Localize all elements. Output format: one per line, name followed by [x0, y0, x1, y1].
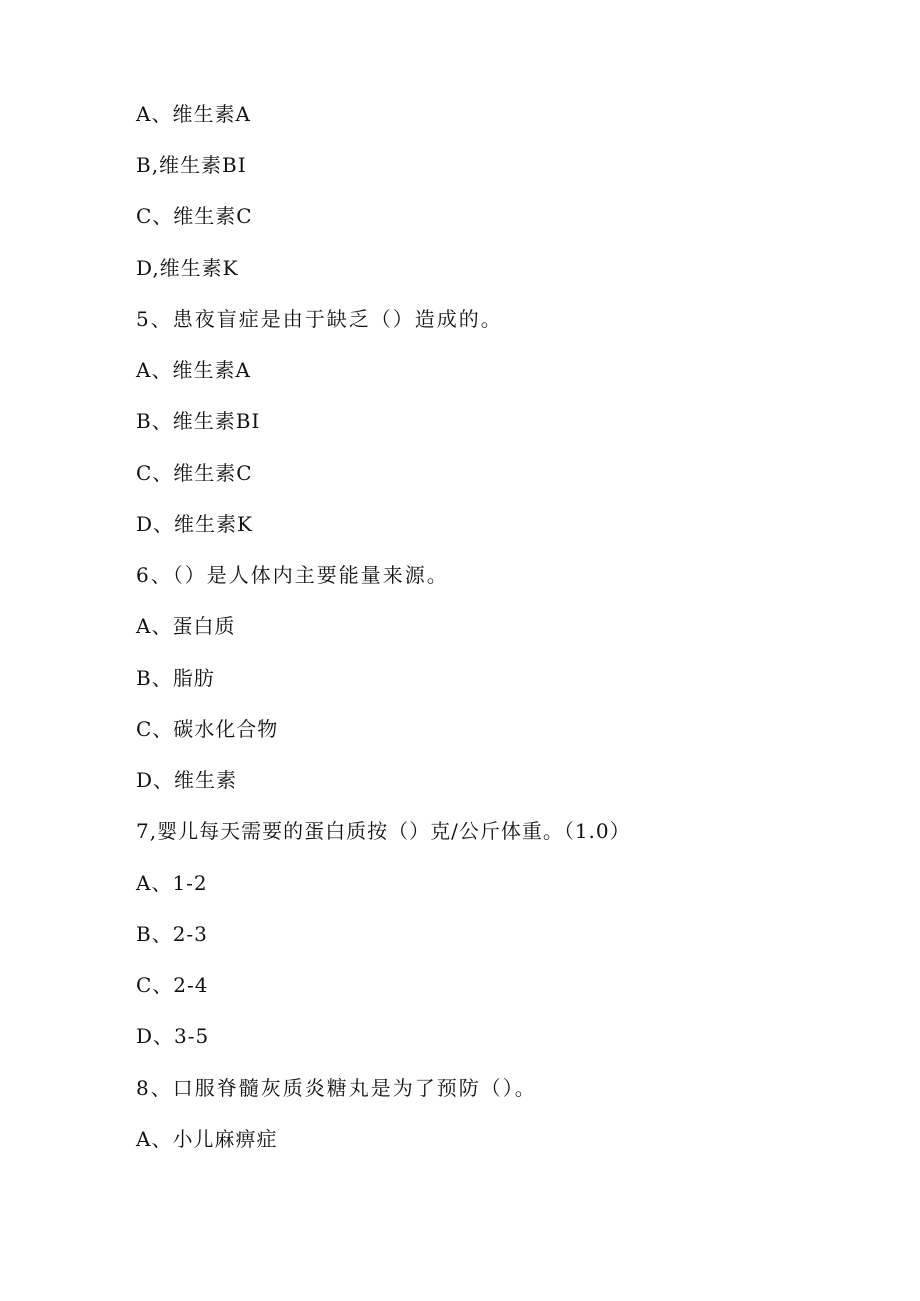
option-line: D、维生素 — [136, 768, 238, 792]
option-line: B,维生素BI — [136, 153, 247, 177]
option-line: D、维生素K — [136, 512, 253, 536]
option-line: B、维生素BI — [136, 409, 261, 433]
option-line: D,维生素K — [136, 256, 239, 280]
question-line: 7,婴儿每天需要的蛋白质按（）克/公斤体重。（1.0） — [136, 819, 631, 843]
option-line: D、3-5 — [136, 1024, 210, 1048]
option-line: C、维生素C — [136, 461, 253, 485]
option-line: B、2-3 — [136, 922, 208, 946]
option-line: A、维生素A — [136, 102, 251, 126]
question-line: 5、患夜盲症是由于缺乏（）造成的。 — [136, 307, 503, 331]
option-line: C、维生素C — [136, 204, 253, 228]
option-line: C、2-4 — [136, 973, 209, 997]
option-line: C、碳水化合物 — [136, 717, 279, 741]
option-line: A、维生素A — [136, 358, 251, 382]
option-line: A、1-2 — [136, 871, 208, 895]
question-line: 6、（）是人体内主要能量来源。 — [136, 563, 449, 587]
option-line: A、小儿麻痹症 — [136, 1127, 278, 1151]
question-line: 8、口服脊髓灰质炎糖丸是为了预防（）。 — [136, 1076, 537, 1100]
option-line: A、蛋白质 — [136, 614, 236, 638]
option-line: B、脂肪 — [136, 666, 215, 690]
